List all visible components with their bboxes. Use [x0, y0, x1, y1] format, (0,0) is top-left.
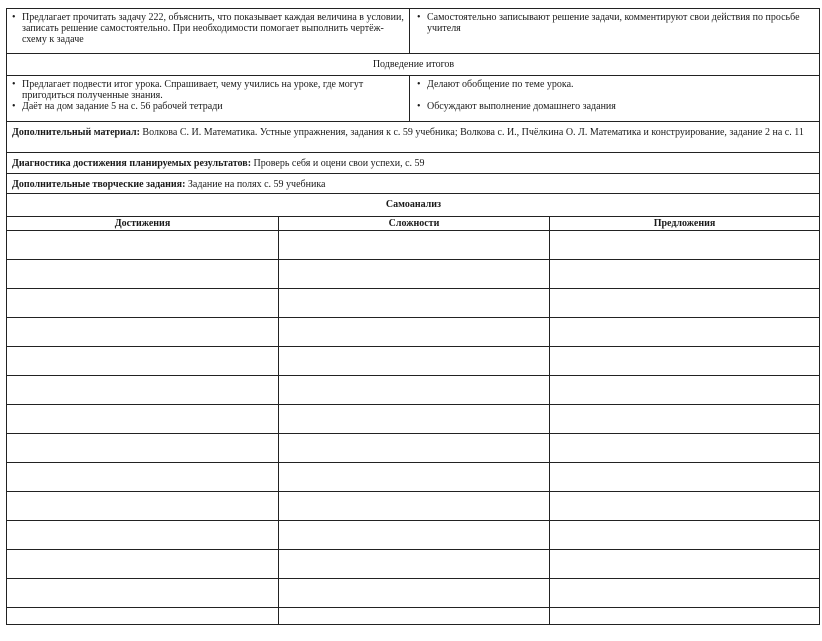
teacher-activity-cell: [7, 9, 410, 53]
writing-line[interactable]: [550, 521, 819, 550]
writing-line[interactable]: [7, 405, 278, 434]
writing-line[interactable]: [550, 289, 819, 318]
student-bullet: • Обсуждают выполнение домашнего задания: [417, 101, 815, 112]
summary-row: [7, 76, 819, 122]
diagnostics-row: [7, 153, 819, 174]
lesson-plan-table: [6, 8, 820, 625]
writing-line[interactable]: [7, 434, 278, 463]
creative-tasks-label: Дополнительные творческие задания:: [12, 179, 186, 190]
self-analysis-title-row: [7, 194, 819, 217]
suggestions-column: [550, 217, 819, 624]
task-row: [7, 9, 819, 54]
student-bullet: • Самостоятельно записывают решение задачи, комментируют свои действия по просьбе учителя: [417, 12, 815, 34]
creative-tasks-text: Задание на полях с. 59 учебника: [185, 179, 326, 190]
teacher-bullet: • Предлагает подвести итог урока. Спрашивает, чему учились на уроке, где могут пригодиться полученные знания.: [12, 79, 405, 101]
diagnostics-cell: [7, 153, 819, 173]
writing-line[interactable]: [550, 318, 819, 347]
difficulties-column: [279, 217, 550, 624]
writing-line[interactable]: [279, 405, 549, 434]
writing-line[interactable]: [279, 376, 549, 405]
student-activity-cell: [410, 9, 819, 53]
teacher-bullet: • Предлагает прочитать задачу 222, объяснить, что показывает каждая величина в условии, записать решение самостоятельно. При необходимости помогает выполнить чертёж-схему к задаче: [12, 12, 405, 45]
writing-line[interactable]: [279, 463, 549, 492]
writing-line[interactable]: [279, 492, 549, 521]
student-summary-cell: [410, 76, 819, 121]
teacher-bullet: • Даёт на дом задание 5 на с. 56 рабочей тетради: [12, 101, 405, 112]
self-analysis-title: [7, 194, 819, 216]
writing-line[interactable]: [7, 550, 278, 579]
writing-line[interactable]: [279, 260, 549, 289]
writing-line[interactable]: [279, 347, 549, 376]
diagnostics-label: Диагностика достижения планируемых результатов:: [12, 158, 252, 169]
writing-line[interactable]: [7, 521, 278, 550]
writing-line[interactable]: [279, 579, 549, 608]
creative-tasks-cell: [7, 174, 819, 193]
writing-line[interactable]: [7, 463, 278, 492]
extra-material-label: Дополнительный материал:: [12, 127, 140, 138]
summary-header-row: [7, 54, 819, 76]
writing-line[interactable]: [550, 463, 819, 492]
difficulties-header: Сложности: [279, 217, 549, 231]
writing-line[interactable]: [279, 231, 549, 260]
writing-line[interactable]: [7, 260, 278, 289]
self-analysis-grid: [7, 217, 819, 624]
summary-header: Подведение итогов: [372, 59, 455, 70]
writing-line[interactable]: [7, 376, 278, 405]
writing-line[interactable]: [7, 347, 278, 376]
writing-line[interactable]: [279, 550, 549, 579]
achievements-column: [7, 217, 279, 624]
achievements-header: Достижения: [7, 217, 278, 231]
writing-line[interactable]: [279, 289, 549, 318]
writing-line[interactable]: [550, 405, 819, 434]
writing-line[interactable]: [279, 521, 549, 550]
writing-line[interactable]: [550, 434, 819, 463]
extra-material-cell: [7, 122, 819, 152]
writing-line[interactable]: [550, 347, 819, 376]
student-bullet: • Делают обобщение по теме урока.: [417, 79, 815, 90]
writing-line[interactable]: [279, 434, 549, 463]
teacher-summary-cell: [7, 76, 410, 121]
suggestions-header: Предложения: [550, 217, 819, 231]
writing-line[interactable]: [550, 260, 819, 289]
writing-line[interactable]: [279, 318, 549, 347]
writing-line[interactable]: [7, 289, 278, 318]
extra-material-row: [7, 122, 819, 153]
writing-line[interactable]: [7, 579, 278, 608]
writing-line[interactable]: [550, 376, 819, 405]
creative-tasks-row: [7, 174, 819, 194]
extra-material-text: Волкова С. И. Математика. Устные упражнения, задания к с. 59 учебника; Волкова с. И., Пчёлкина О. Л. Математика и конструирование, задание 2 на с. 11: [139, 127, 804, 138]
writing-line[interactable]: [550, 492, 819, 521]
writing-line[interactable]: [550, 579, 819, 608]
writing-line[interactable]: [7, 318, 278, 347]
writing-line[interactable]: [7, 492, 278, 521]
self-analysis-title-text: Самоанализ: [385, 199, 442, 210]
diagnostics-text: Проверь себя и оцени свои успехи, с. 59: [251, 158, 425, 169]
writing-line[interactable]: [550, 550, 819, 579]
writing-line[interactable]: [550, 231, 819, 260]
writing-line[interactable]: [7, 231, 278, 260]
